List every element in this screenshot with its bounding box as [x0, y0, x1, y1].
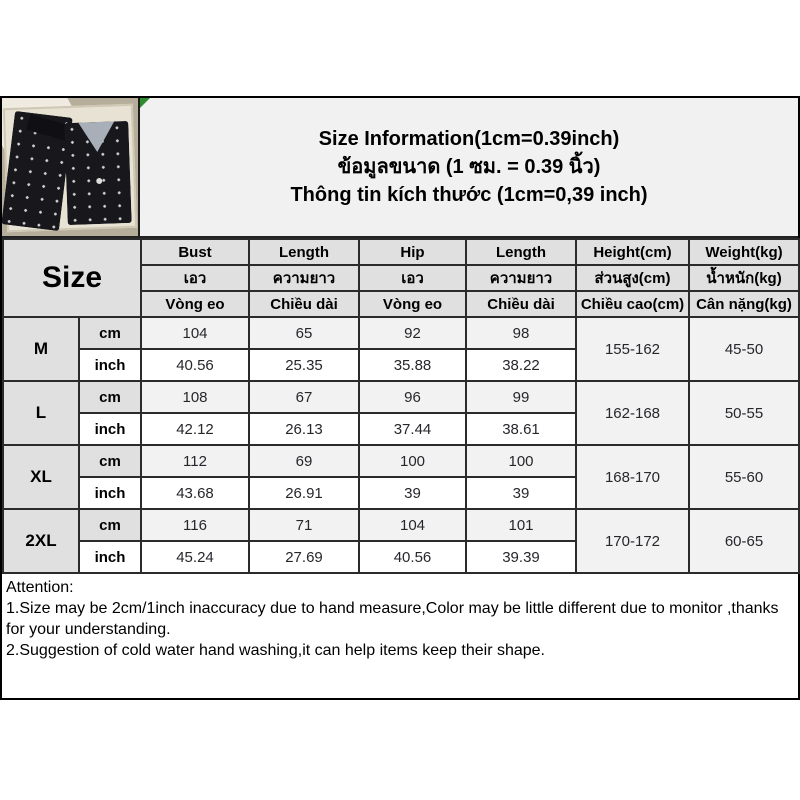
- col-header-weight-th: น้ำหนัก(kg): [689, 265, 799, 291]
- cell-value: 96: [359, 381, 466, 413]
- col-header-height-vi: Chiều cao(cm): [576, 291, 689, 317]
- col-header-length-bottom-vi: Chiều dài: [466, 291, 576, 317]
- table-row-l-cm: [3, 381, 799, 413]
- title-vietnamese: Thông tin kích thước (1cm=0,39 inch): [290, 184, 648, 206]
- col-header-weight-vi: Cân nặng(kg): [689, 291, 799, 317]
- header-row-en: [3, 239, 799, 265]
- col-header-hip: Hip: [359, 239, 466, 265]
- col-header-length-top: Length: [249, 239, 359, 265]
- cell-value: 39: [466, 477, 576, 509]
- size-label-2xl: 2XL: [3, 509, 79, 573]
- cell-value: 35.88: [359, 349, 466, 381]
- attention-heading: Attention:: [6, 579, 74, 596]
- cell-value: 25.35: [249, 349, 359, 381]
- cell-value: 100: [466, 445, 576, 477]
- cell-value: 92: [359, 317, 466, 349]
- cell-value: 108: [141, 381, 249, 413]
- cell-value: 104: [359, 509, 466, 541]
- height-range-m: 155-162: [576, 317, 689, 381]
- unit-label-inch: inch: [79, 477, 141, 509]
- col-header-weight: Weight(kg): [689, 239, 799, 265]
- col-header-length-bottom: Length: [466, 239, 576, 265]
- table-row-m-cm: [3, 317, 799, 349]
- title-thai: ข้อมูลขนาด (1 ซม. = 0.39 นิ้ว): [337, 156, 601, 178]
- col-header-hip-vi: Vòng eo: [359, 291, 466, 317]
- height-range-l: 162-168: [576, 381, 689, 445]
- content-frame: [0, 96, 800, 700]
- attention-note-1: 1.Size may be 2cm/1inch inaccuracy due to hand measure,Color may be little different due to monitor ,thanks for your understanding.: [6, 600, 779, 638]
- cell-value: 99: [466, 381, 576, 413]
- cell-value: 38.61: [466, 413, 576, 445]
- cell-value: 38.22: [466, 349, 576, 381]
- title-band: [140, 98, 798, 236]
- top-band: [2, 98, 798, 238]
- cell-value: 69: [249, 445, 359, 477]
- size-label-l: L: [3, 381, 79, 445]
- col-header-length-bottom-th: ความยาว: [466, 265, 576, 291]
- cell-value: 26.13: [249, 413, 359, 445]
- unit-label-inch: inch: [79, 349, 141, 381]
- cell-value: 39: [359, 477, 466, 509]
- cell-value: 112: [141, 445, 249, 477]
- unit-label-cm: cm: [79, 317, 141, 349]
- unit-label-cm: cm: [79, 509, 141, 541]
- photo-pajama-shirt: [64, 121, 132, 225]
- unit-label-cm: cm: [79, 381, 141, 413]
- cell-value: 40.56: [141, 349, 249, 381]
- weight-range-2xl: 60-65: [689, 509, 799, 573]
- height-range-xl: 168-170: [576, 445, 689, 509]
- size-header-cell: Size: [3, 239, 141, 317]
- weight-range-l: 50-55: [689, 381, 799, 445]
- photo-shirt-collar: [78, 121, 115, 152]
- col-header-height-th: ส่วนสูง(cm): [576, 265, 689, 291]
- cell-value: 104: [141, 317, 249, 349]
- cell-value: 39.39: [466, 541, 576, 573]
- col-header-hip-th: เอว: [359, 265, 466, 291]
- table-row-2xl-cm: [3, 509, 799, 541]
- unit-label-inch: inch: [79, 413, 141, 445]
- col-header-length-top-vi: Chiều dài: [249, 291, 359, 317]
- cell-value: 67: [249, 381, 359, 413]
- photo-shirt-button: [96, 178, 102, 184]
- cell-value: 71: [249, 509, 359, 541]
- cell-value: 26.91: [249, 477, 359, 509]
- cell-value: 116: [141, 509, 249, 541]
- cell-value: 27.69: [249, 541, 359, 573]
- col-header-bust-vi: Vòng eo: [141, 291, 249, 317]
- unit-label-inch: inch: [79, 541, 141, 573]
- col-header-bust-th: เอว: [141, 265, 249, 291]
- product-photo: [2, 98, 140, 236]
- green-corner-icon: [140, 98, 150, 108]
- size-label-xl: XL: [3, 445, 79, 509]
- height-range-2xl: 170-172: [576, 509, 689, 573]
- attention-section: [2, 574, 798, 661]
- cell-value: 98: [466, 317, 576, 349]
- cell-value: 65: [249, 317, 359, 349]
- cell-value: 100: [359, 445, 466, 477]
- attention-note-2: 2.Suggestion of cold water hand washing,it can help items keep their shape.: [6, 642, 545, 659]
- cell-value: 45.24: [141, 541, 249, 573]
- col-header-height: Height(cm): [576, 239, 689, 265]
- size-table: [2, 238, 800, 574]
- col-header-bust: Bust: [141, 239, 249, 265]
- table-row-xl-cm: [3, 445, 799, 477]
- unit-label-cm: cm: [79, 445, 141, 477]
- cell-value: 40.56: [359, 541, 466, 573]
- cell-value: 43.68: [141, 477, 249, 509]
- size-label-m: M: [3, 317, 79, 381]
- weight-range-xl: 55-60: [689, 445, 799, 509]
- title-english: Size Information(1cm=0.39inch): [318, 128, 620, 150]
- col-header-length-top-th: ความยาว: [249, 265, 359, 291]
- cell-value: 37.44: [359, 413, 466, 445]
- weight-range-m: 45-50: [689, 317, 799, 381]
- cell-value: 42.12: [141, 413, 249, 445]
- cell-value: 101: [466, 509, 576, 541]
